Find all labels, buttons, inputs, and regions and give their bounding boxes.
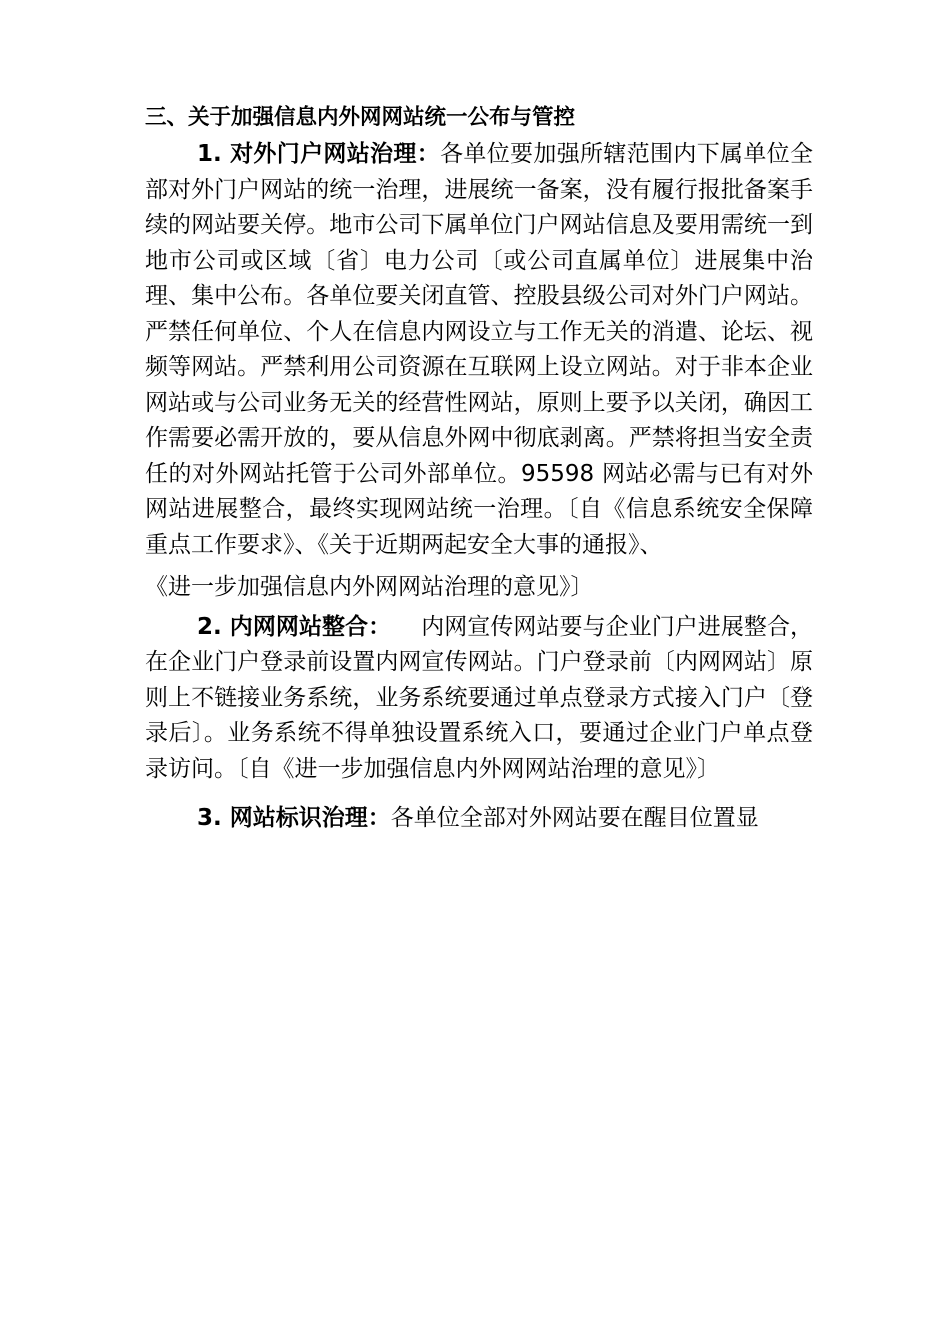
item-3-text: 各单位全部对外网站要在醒目位置显 — [390, 805, 759, 831]
item-2-lead: 2. 内网网站整合： — [197, 613, 392, 640]
section-title: 三、关于加强信息内外网网站统一公布与管控 — [145, 105, 576, 130]
item-1-lead: 1. 对外门户网站治理： — [197, 141, 441, 167]
item-1-paragraph — [145, 137, 813, 563]
item-1-text: 各单位要加强所辖范围内下属单位全部对外门户网站的统一治理，进展统一备案，没有履行报批备案手续的网站要关停。地市公司下属单位门户网站信息及要用需统一到地市公司或区域〔省〕电力公司〔或公司直属单位〕进展集中治理、集中公布。各单位要关闭直管、控股县级公司对外门户网站。严禁任何单位、个人在信息内网设立与工作无关的消遣、论坛、视频等网站。严禁利用公司资源在互联网上设立网站。对于非本企业网站或与公司业务无关的经营性网站，原则上要予以关闭，确因工作需要必需开放的，要从信息外网中彻底剥离。严禁将担当安全责任的对外网站托管于公司外部单位。95598 网站必需与已有对外网站进展整合，最终实现网站统一治理。〔自《信息系统安全保障重点工作要求》、《关于近期两起安全大事的通报》、 — [145, 141, 814, 558]
document-page — [145, 100, 813, 837]
item-1-tail: 《进一步加强信息内外网网站治理的意见》〕 — [145, 574, 594, 600]
item-3-paragraph — [145, 801, 813, 837]
item-2-paragraph — [145, 610, 813, 788]
item-3-lead: 3. 网站标识治理： — [197, 805, 391, 831]
item-2-text: 内网宣传网站要与企业门户进展整合，在企业门户登录前设置内网宣传网站。门户登录前〔内网网站〕原则上不链接业务系统，业务系统要通过单点登录方式接入门户〔登录后〕。业务系统不得单独设置系统入口，要通过企业门户单点登录访问。〔自《进一步加强信息内外网网站治理的意见》〕 — [145, 613, 814, 782]
